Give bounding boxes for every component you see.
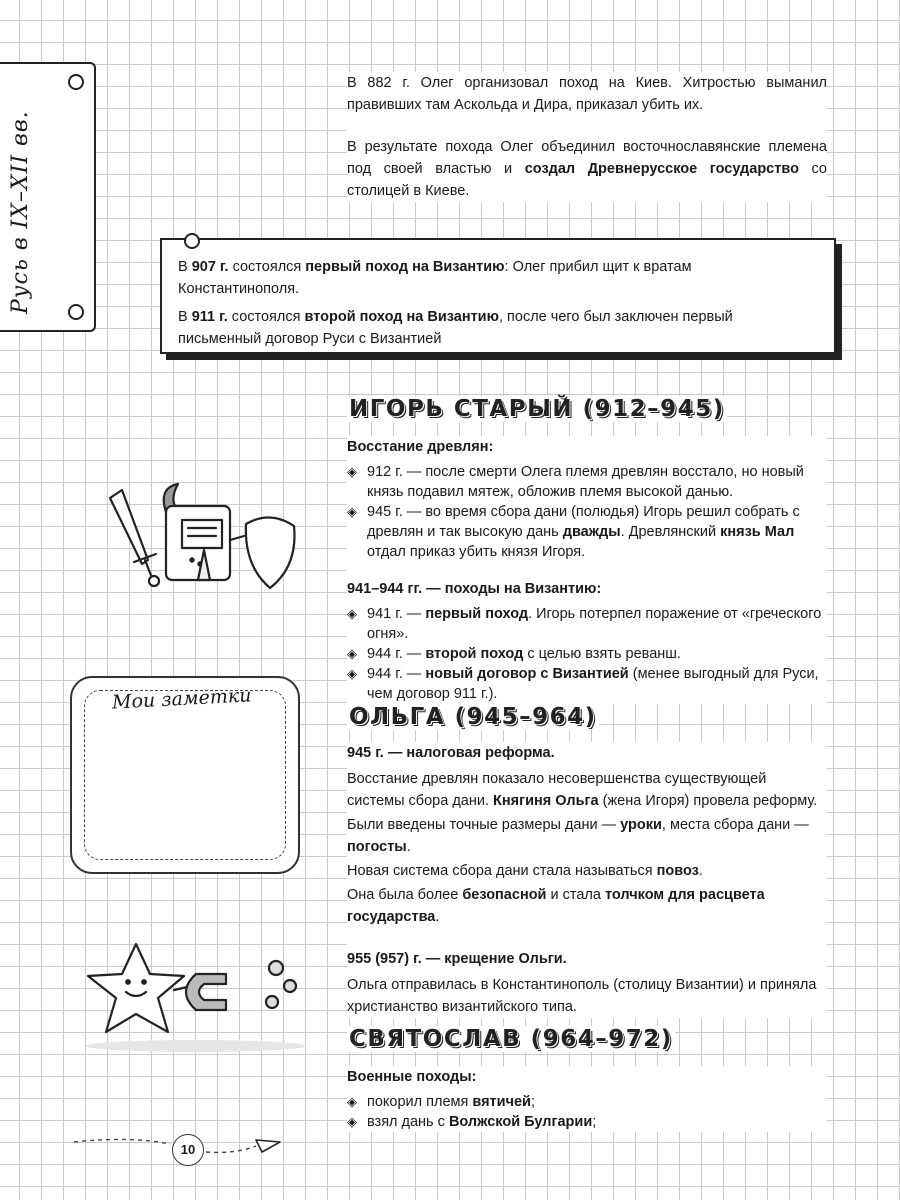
olga-subheading-reform: 945 г. — налоговая реформа.: [347, 745, 555, 761]
star-icon: [88, 944, 184, 1032]
olga-section: [347, 742, 827, 1018]
list-item: ◈ покорил племя вятичей;: [347, 1094, 536, 1110]
shield-icon: [246, 517, 295, 588]
list-item: ◈ 944 г. — второй поход с целью взять реванш.: [347, 646, 681, 662]
diamond-bullet-icon: ◈: [347, 1114, 357, 1129]
page-number: 10: [172, 1134, 204, 1166]
chapter-side-tab: [0, 62, 96, 332]
notes-label: Мои заметки: [111, 684, 252, 714]
svyatoslav-section: [347, 1066, 827, 1132]
olga-paragraph: Были введены точные размеры дани — уроки, места сбора дани — погосты.: [347, 817, 809, 855]
notes-dashed-border: [84, 690, 286, 860]
pin-icon: [68, 304, 84, 320]
olga-subheading-baptism: 955 (957) г. — крещение Ольги.: [347, 951, 567, 967]
diamond-bullet-icon: ◈: [347, 666, 357, 681]
sword-blade-icon: [110, 490, 148, 564]
olga-paragraph: Она была более безопасной и стала толчком для расцвета государства.: [347, 887, 765, 925]
paper-plane-icon: [256, 1140, 280, 1152]
igor-section: [347, 436, 827, 704]
diamond-bullet-icon: ◈: [347, 504, 357, 519]
section-heading-svyatoslav: СВЯТОСЛАВ (964–972): [349, 1026, 673, 1052]
notes-box[interactable]: [70, 676, 300, 874]
igor-subheading-uprising: Восстание древлян:: [347, 439, 494, 455]
callout-line-907: В 907 г. состоялся первый поход на Византию: Олег прибил щит к вратам Константинополя.: [178, 259, 692, 297]
list-item: ◈ 944 г. — новый договор с Византией (менее выгодный для Руси, чем договор 911 г.).: [347, 666, 819, 702]
diamond-bullet-icon: ◈: [347, 646, 357, 661]
intro-paragraph-1: В 882 г. Олег организовал поход на Киев. Хитростью выманил правивших там Аскольда и Дира, приказал убить их.: [347, 75, 827, 113]
igor-subheading-campaigns: 941–944 гг. — походы на Византию:: [347, 581, 602, 597]
chapter-title: Русь в IX–XII вв.: [8, 110, 33, 314]
olga-paragraph: Ольга отправилась в Константинополь (столицу Византии) и приняла христианство византийского типа.: [347, 977, 817, 1015]
magnet-icon: [186, 974, 226, 1010]
pin-icon: [68, 74, 84, 90]
list-item: ◈ 912 г. — после смерти Олега племя древлян восстало, но новый князь подавил мятеж, обложив племя высокой данью.: [347, 464, 804, 500]
callout-line-911: В 911 г. состоялся второй поход на Византию, после чего был заключен первый письменный договор Руси с Византией: [178, 309, 733, 347]
diamond-bullet-icon: ◈: [347, 464, 357, 479]
list-item: ◈ взял дань с Волжской Булгарии;: [347, 1114, 597, 1130]
olga-paragraph: Новая система сбора дани стала называться повоз.: [347, 863, 703, 879]
olga-paragraph: Восстание древлян показало несовершенства существующей системы сбора дани. Княгиня Ольга (жена Игоря) провела реформу.: [347, 771, 818, 809]
svyatoslav-subheading: Военные походы:: [347, 1069, 477, 1085]
star-magnet-illustration: [76, 936, 316, 1058]
list-item: ◈ 941 г. — первый поход. Игорь потерпел поражение от «греческого огня».: [347, 606, 822, 642]
diamond-bullet-icon: ◈: [347, 606, 357, 621]
list-item: ◈ 945 г. — во время сбора дани (полюдья) Игорь решил собрать с древлян и так высокую дань дважды. Древлянский князь Мал отдал приказ убить князя Игоря.: [347, 504, 800, 560]
pin-icon: [184, 233, 200, 249]
knight-illustration: [100, 470, 310, 610]
callout-box: [160, 238, 836, 354]
diamond-bullet-icon: ◈: [347, 1094, 357, 1109]
section-heading-igor: ИГОРЬ СТАРЫЙ (912–945): [349, 396, 725, 422]
intro-paragraph-2: В результате похода Олег объединил восточнославянские племена под своей властью и создал Древнерусское государство со столицей в Киеве.: [347, 139, 827, 199]
section-heading-olga: ОЛЬГА (945–964): [349, 704, 597, 730]
intro-block: [347, 72, 827, 202]
